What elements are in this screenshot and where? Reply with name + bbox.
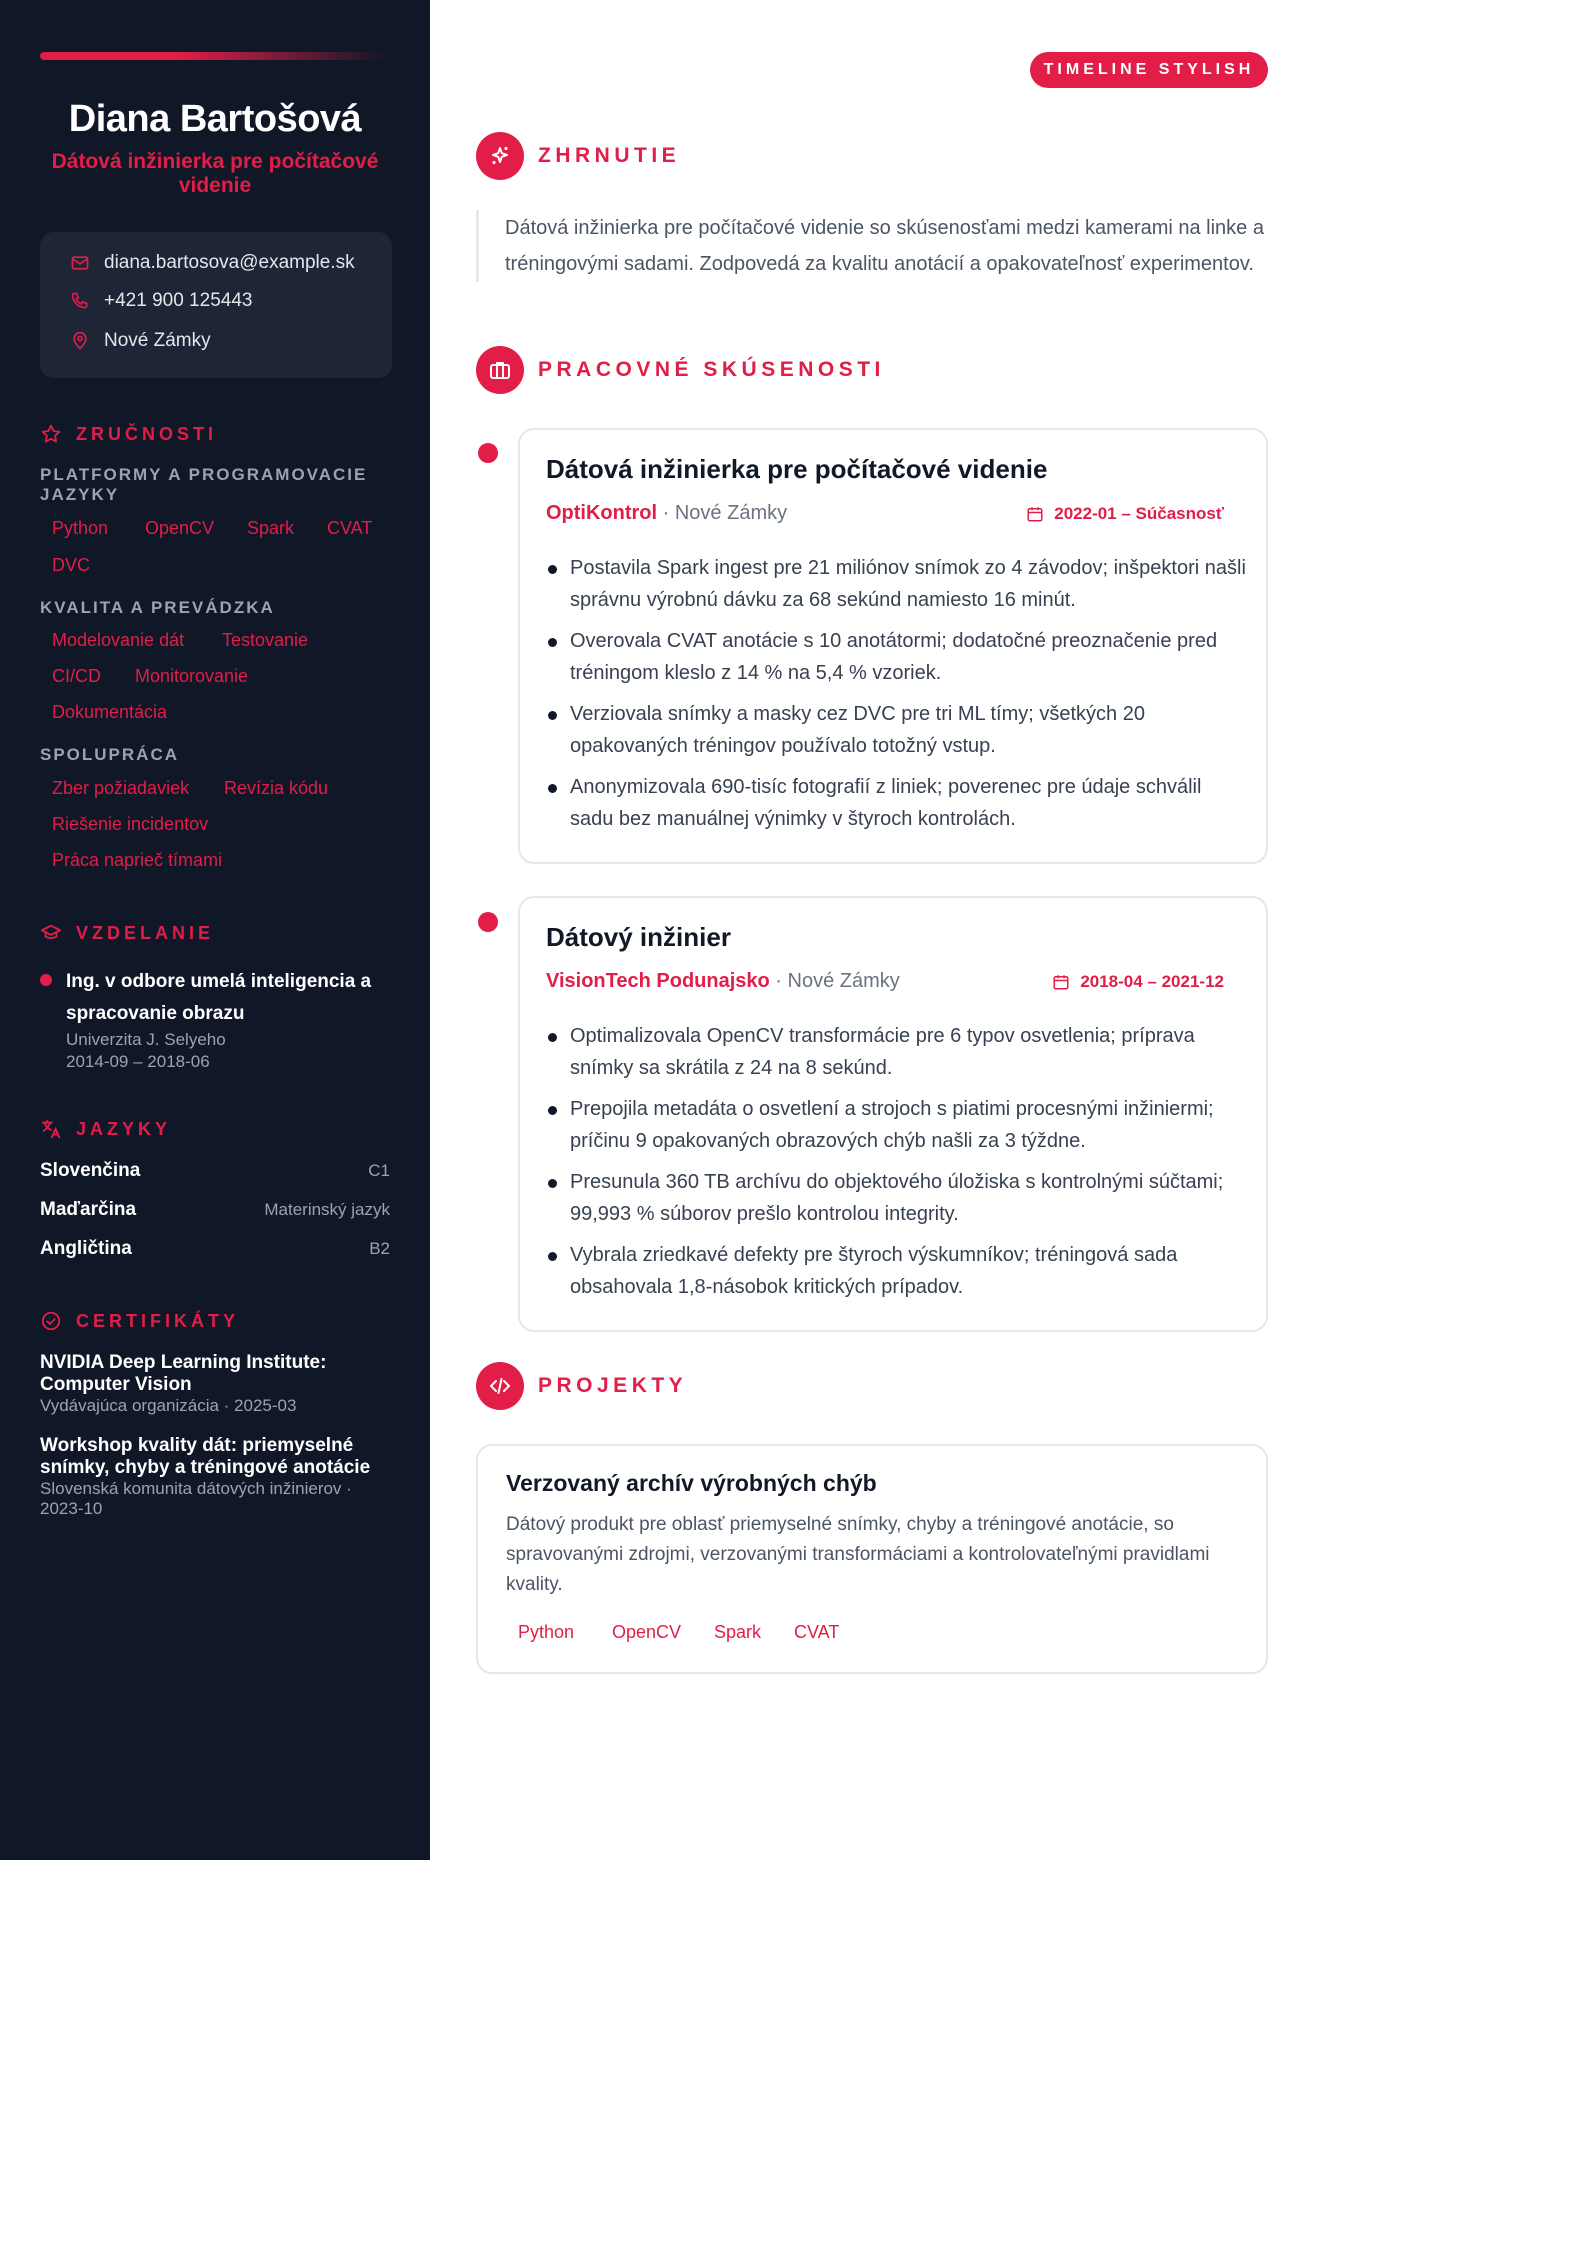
education-school: Univerzita J. Selyeho [66,1030,226,1049]
skill-tag: Zber požiadaviek [52,778,190,798]
job-bullet: Presunula 360 TB archívu do objektového úložiska s kontrolnými súčtami; 99,993 % súborov prešlo kontrolou integrity. [546,1166,1246,1230]
translate-icon [40,1118,62,1140]
skill-tag: Python [52,518,109,538]
language-name: Slovenčina [40,1160,141,1181]
profile-name: Diana Bartošová [68,98,362,140]
experience-heading: PRACOVNÉ SKÚSENOSTI [476,346,885,394]
language-row [40,1238,390,1260]
star-icon [40,423,62,445]
contact-location-text: Nové Zámky [104,330,211,351]
project-tag: CVAT [794,1622,840,1642]
skill-tag: Testovanie [222,630,309,650]
language-row [40,1199,390,1221]
accent-bar [40,52,386,60]
skill-group-title: KVALITA A PREVÁDZKA [40,598,275,617]
code-icon [488,1374,512,1398]
skills-heading: ZRUČNOSTI [40,423,217,445]
job-bullet: Postavila Spark ingest pre 21 miliónov snímok zo 4 závodov; inšpektori našli správnu výrobnú dávku za 68 sekúnd namiesto 16 minút. [546,552,1246,616]
certificates-heading: CERTIFIKÁTY [40,1310,239,1332]
skill-tag: Revízia kódu [224,778,329,798]
timeline-dot [478,912,498,932]
company-location: · Nové Zámky [657,502,788,524]
project-card [476,1444,1268,1674]
job-bullet: Overovala CVAT anotácie s 10 anotátormi; dodatočné preoznačenie pred tréningom kleslo z 14 % na 5,4 % vzoriek. [546,625,1246,689]
company-name: VisionTech Podunajsko [546,970,770,992]
company-location: · Nové Zámky [769,970,900,992]
job-bullet: Verziovala snímky a masky cez DVC pre tri ML tímy; všetkých 20 opakovaných tréningov používalo totožný vstup. [546,698,1246,762]
language-name: Angličtina [40,1238,132,1259]
job-bullet: Anonymizovala 690-tisíc fotografií z liniek; poverenec pre údaje schválil sadu bez manuálnej výnimky v štyroch kontrolách. [546,771,1246,835]
briefcase-icon [488,358,512,382]
skill-tag: Dokumentácia [52,702,168,722]
phone-icon [70,291,90,311]
skill-tag: OpenCV [145,518,215,538]
job-bullets [546,1020,1246,1312]
certificate-issuer: Slovenská komunita dátových inžinierov · 2023-10 [40,1479,352,1518]
skill-group-title: PLATFORMY A PROGRAMOVACIE JAZYKY [40,465,368,504]
education-dot [40,974,52,986]
template-badge: TIMELINE STYLISH [1030,52,1268,88]
certificate-title: NVIDIA Deep Learning Institute: Computer Vision [40,1352,327,1395]
contact-email-text: diana.bartosova@example.sk [104,252,355,273]
skill-tag: Monitorovanie [135,666,249,686]
education-degree: Ing. v odbore umelá inteligencia a spracovanie obrazu [66,971,372,1024]
graduation-cap-icon [40,922,62,944]
job-company [546,970,900,993]
project-tag: OpenCV [612,1622,682,1642]
skill-group-title: SPOLUPRÁCA [40,745,180,764]
sparkles-icon [488,144,512,168]
language-level: C1 [368,1161,390,1180]
language-level: Materinský jazyk [264,1200,390,1219]
skill-tag: CVAT [327,518,373,538]
skill-tag: DVC [52,555,91,575]
education-heading: VZDELANIE [40,922,214,944]
job-bullets [546,552,1246,844]
job-dates: 2018-04 – 2021-12 [1052,972,1224,992]
job-bullet: Optimalizovala OpenCV transformácie pre 6 typov osvetlenia; príprava snímky sa skrátila z 24 na 8 sekúnd. [546,1020,1246,1084]
projects-heading: PROJEKTY [476,1362,687,1410]
contact-phone-text: +421 900 125443 [104,290,253,311]
job-card [518,896,1268,1332]
job-bullet: Prepojila metadáta o osvetlení a strojoch s piatimi procesnými inžiniermi; príčinu 9 opakovaných obrazových chýb našli za 3 týždne. [546,1093,1246,1157]
job-bullet: Vybrala zriedkavé defekty pre štyroch výskumníkov; tréningová sada obsahovala 1,8-násobok kritických prípadov. [546,1239,1246,1303]
company-name: OptiKontrol [546,502,658,524]
job-dates: 2022-01 – Súčasnosť [1026,504,1224,524]
skill-tag: Riešenie incidentov [52,814,209,834]
calendar-icon [1052,973,1070,991]
language-name: Maďarčina [40,1199,137,1220]
languages-heading: JAZYKY [40,1118,171,1140]
project-tag: Spark [714,1622,762,1642]
job-company [546,502,787,525]
language-level: B2 [369,1239,390,1258]
skill-tag: Modelovanie dát [52,630,185,650]
job-title: Dátový inžinier [546,922,731,952]
skill-tag: Spark [247,518,295,538]
check-circle-icon [40,1310,62,1332]
contact-phone[interactable] [70,286,252,316]
job-card [518,428,1268,864]
summary-heading: ZHRNUTIE [476,132,680,180]
contact-location [70,326,211,356]
project-description: Dátový produkt pre oblasť priemyselné snímky, chyby a tréningové anotácie, so spravovanými zdrojmi, verzovanými transformáciami a kontrolovateľnými pravidlami kvality. [506,1514,1210,1595]
map-pin-icon [70,331,90,351]
profile-role: Dátová inžinierka pre počítačové videnie [51,150,379,197]
calendar-icon [1026,505,1044,523]
language-row [40,1160,390,1182]
project-title: Verzovaný archív výrobných chýb [506,1470,877,1496]
skill-tag: Práca naprieč tímami [52,850,223,870]
skill-tag: CI/CD [52,666,101,686]
project-tag: Python [518,1622,575,1642]
certificate-title: Workshop kvality dát: priemyselné snímky, chyby a tréningové anotácie [40,1435,371,1478]
job-title: Dátová inžinierka pre počítačové videnie [546,454,1048,484]
education-dates: 2014-09 – 2018-06 [66,1052,210,1071]
certificate-issuer: Vydávajúca organizácia · 2025-03 [40,1396,297,1415]
mail-icon [70,253,90,273]
timeline-dot [478,443,498,463]
contact-email[interactable] [70,248,355,278]
summary-text: Dátová inžinierka pre počítačové videnie so skúsenosťami medzi kamerami na linke a tréningovými sadami. Zodpovedá za kvalitu anotácií a opakovateľnosť experimentov. [476,210,1276,282]
